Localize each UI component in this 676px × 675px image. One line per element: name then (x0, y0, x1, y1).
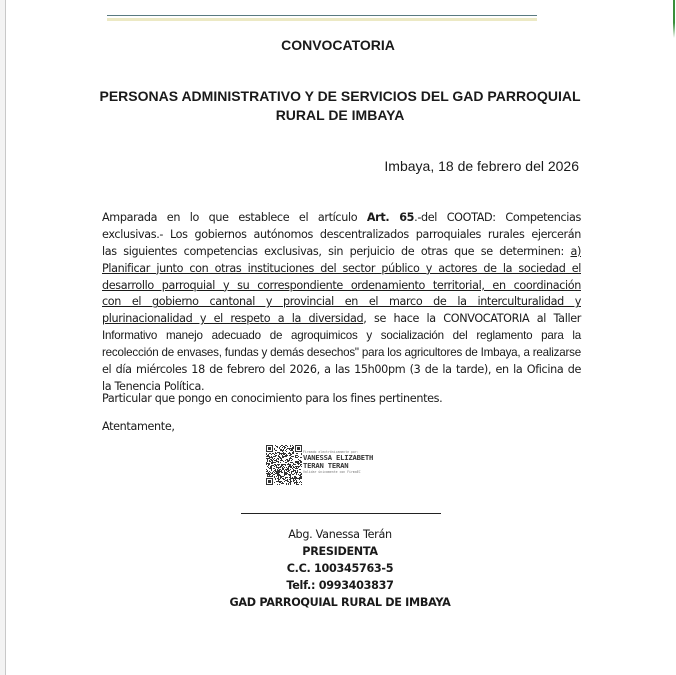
body-line-underlined: Planificar junto con otras instituciones del sector público y actores de la sociedad el (102, 261, 581, 275)
qr-code-icon (266, 445, 302, 485)
signatory-role: PRESIDENTA (302, 545, 378, 558)
article-ref: Art. 65 (366, 211, 415, 224)
body-line: la Tenencia Política. (102, 379, 205, 393)
body-paragraph (102, 210, 581, 396)
header-band (107, 18, 537, 21)
subtitle-line-2: RURAL DE IMBAYA (275, 107, 405, 123)
underlined-text: a) (570, 244, 581, 258)
stamp-header: Firmado electrónicamente por: (303, 450, 359, 454)
signatory-id: C.C. 100345763-5 (286, 562, 394, 575)
body-line: recolección de envases, fundas y demás desechos" para los agricultores de Imbaya, a realizarse (102, 346, 581, 360)
body-line-underlined: desarrollo parroquial y su correspondiente ordenamiento territorial, en coordinación (102, 278, 581, 292)
document-date: Imbaya, 18 de febrero del 2026 (384, 158, 579, 174)
qr-finder (268, 447, 271, 450)
text: , se hace la CONVOCATORIA al Taller (363, 312, 581, 326)
body-line: Informativo manejo adecuado de agroquimicos y socialización del reglamento para la (102, 329, 581, 343)
signatory-organization: GAD PARROQUIAL RURAL DE IMBAYA (229, 596, 451, 609)
signatory-phone: Telf.: 0993403837 (286, 579, 394, 592)
regards: Atentamente, (102, 420, 175, 433)
green-accent-bar (673, 0, 675, 38)
stamp-footer: Validar únicamente con FirmaEC (303, 470, 361, 474)
qr-finder (268, 480, 271, 483)
stamp-name-1: VANESSA ELIZABETH (303, 453, 374, 462)
body-line (102, 210, 581, 227)
header-rule (107, 15, 537, 16)
signature-line (241, 513, 441, 514)
body-line: exclusivas.- Los gobiernos autónomos descentralizados parroquiales rurales ejercerán (102, 227, 581, 241)
stamp-name-2: TERAN TERAN (303, 461, 349, 470)
electronic-signature-stamp (303, 450, 373, 474)
subtitle-line-1: PERSONAS ADMINISTRATIVO Y DE SERVICIOS DEL GAD PARROQUIAL (99, 88, 581, 104)
body-line: el día miércoles 18 de febrero del 2026, a las 15h00pm (3 de la tarde), en la Oficina de (102, 363, 581, 377)
document-subtitle (90, 87, 590, 125)
text: Amparada en lo que establece el artículo (102, 211, 367, 224)
page-edge-divider (5, 0, 6, 675)
document-title: CONVOCATORIA (281, 37, 395, 53)
closing-sentence: Particular que pongo en conocimiento para los fines pertinentes. (102, 392, 443, 405)
body-line-underlined: con el gobierno cantonal y provincial en el marco de la interculturalidad y (102, 295, 581, 309)
body-line (102, 311, 581, 328)
body-line (102, 244, 581, 261)
qr-finder (297, 447, 300, 450)
text: .-del COOTAD: Competencias (414, 211, 581, 224)
underlined-text: plurinacionalidad y el respeto a la diversidad (102, 312, 364, 326)
text: las siguientes competencias exclusivas, sin perjuicio de otras que se determinen: (102, 244, 571, 258)
signatory-name: Abg. Vanessa Terán (288, 528, 392, 541)
